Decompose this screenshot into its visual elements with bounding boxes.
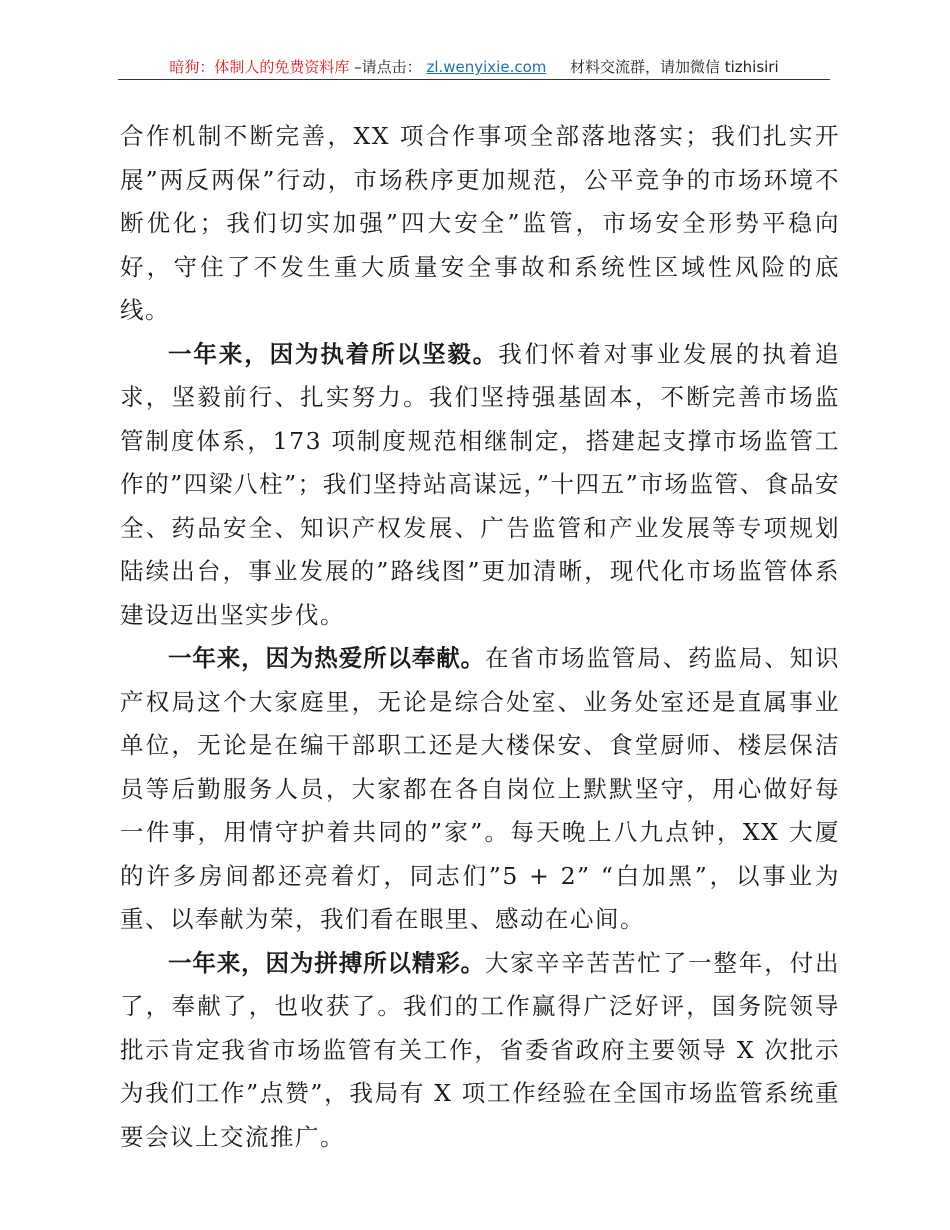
- paragraph-text: 合作机制不断完善，XX 项合作事项全部落地落实；我们扎实开展”两反两保”行动，市场秩序更加规范，公平竞争的市场环境不断优化；我们切实加强”四大安全”监管，市场安全形势平稳向好，守住了不发生重大质量安全事故和系统性区域性风险的底线。: [120, 122, 840, 324]
- paragraph-continuation: [120, 115, 840, 333]
- page-header: [118, 57, 830, 77]
- paragraph-perseverance: [120, 333, 840, 638]
- paragraph-text: 我们怀着对事业发展的执着追求，坚毅前行、扎实努力。我们坚持强基固本，不断完善市场监管制度体系，173 项制度规范相继制定，搭建起支撑市场监管工作的”四梁八柱”；我们坚持站高谋远，”十四五”市场监管、食品安全、药品安全、知识产权发展、广告监管和产业发展等专项规划陆续出台，事业发展的”路线图”更加清晰，现代化市场监管体系建设迈出坚实步伐。: [120, 339, 841, 629]
- paragraph-lead: 一年来，因为拼搏所以精彩。: [168, 948, 485, 977]
- header-divider: [118, 79, 830, 80]
- document-body: [120, 115, 840, 1159]
- header-contact-text: 材料交流群，请加微信 tizhisiri: [569, 58, 779, 76]
- paragraph-lead: 一年来，因为执着所以坚毅。: [168, 339, 499, 368]
- paragraph-text: 大家辛辛苦苦忙了一整年，付出了，奉献了，也收获了。我们的工作赢得广泛好评，国务院领导批示肯定我省市场监管有关工作，省委省政府主要领导 X 次批示为我们工作”点赞”，我局有 X 项工作经验在全国市场监管系统重要会议上交流推广。: [120, 948, 840, 1151]
- paragraph-striving: [120, 942, 840, 1160]
- paragraph-lead: 一年来，因为热爱所以奉献。: [168, 644, 485, 672]
- header-prompt-text: –请点击：: [354, 58, 422, 76]
- paragraph-dedication: [120, 637, 840, 942]
- header-brand-text: 暗狗：体制人的免费资料库: [169, 58, 350, 76]
- paragraph-text: 在省市场监管局、药监局、知识产权局这个大家庭里，无论是综合处室、业务处室还是直属事业单位，无论是在编干部职工还是大楼保安、食堂厨师、楼层保洁员等后勤服务人员，大家都在各自岗位上默默坚守，用心做好每一件事，用情守护着共同的”家”。每天晚上八九点钟，XX 大厦的许多房间都还亮着灯，同志们”5 + 2” “白加黑”，以事业为重、以奉献为荣，我们看在眼里、感动在心间。: [120, 644, 840, 933]
- header-website-link[interactable]: zl.wenyixie.com: [426, 58, 547, 76]
